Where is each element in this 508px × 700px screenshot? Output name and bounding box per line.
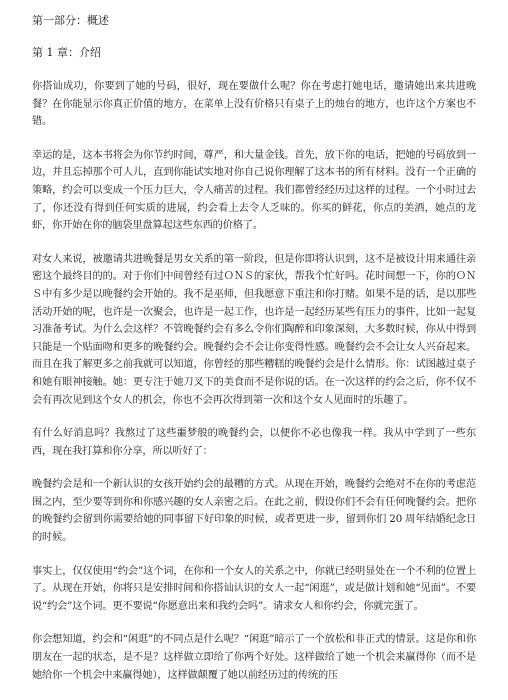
body-paragraph-5: 晚餐约会是和一个新认识的女孩开始约会的最糟的方式。从现在开始，晚餐约会绝对不在你的考虑范围之内，至少要等到你和你感兴趣的女人亲密之后。在此之前，假设你们不会有任何晚餐约会。把你的晚餐约会留到你需要给她的同事留下好印象的时候，或者更进一步，留到你们 20 周年结婚纪念日的时候。 <box>32 479 476 544</box>
body-paragraph-7: 你会想知道，约会和“闲逛”的不同点是什么呢？“闲逛”暗示了一个放松和非正式的情景。这是你和你朋友在一起的状态，是不是？这样做立即给了你两个好处。这样做给了她一个机会来赢得你（而不是她给你一个机会中来赢得她），这样做颠覆了她以前经历过的传统的压 <box>32 634 476 681</box>
body-paragraph-3: 对女人来说，被邀请共进晚餐是男女关系的第一阶段，但是你即将认识到，这不是被设计用来通往亲密这个最终目的的。对于你们中间曾经有过ＯＮＳ的家伙，帮我个忙好吗。花时间想一下，你的ＯＮＳ中有多少是以晚餐约会开始的。我不是巫师，但我愿意下重注和你打赌。如果不是的话，是以那些活动开始的呢，也许是一次聚会，也许是一起工作，也许是一起经历某些有压力的事件，比如一起复习准备考试。为什么会这样？不管晚餐约会有多么令你们陶醉和印象深刻，大多数时候，你从中得到只能是一个贴面吻和更多的晚餐约会。晚餐约会不会让你变得性感。晚餐约会不会让女人兴奋起来。而且在我了解更多之前我就可以知道，你曾经的那些糟糕的晚餐约会是什么情形。你：试图越过桌子和她有眼神接触。她：更专注于她刀叉下的美食而不是你说的话。在一次这样的约会之后，你不仅不会有再次见到这个女人的机会，你也不会再次得到第一次和这个女人见面时的乐趣了。 <box>32 253 476 406</box>
body-paragraph-4: 有什么好消息吗？我熬过了这些噩梦般的晚餐约会，以便你不必也像我一样。我从中学到了一些东西，现在我打算和你分享，所以听好了： <box>32 428 476 457</box>
document-page <box>32 14 476 700</box>
chapter-title: 第 1 章：介绍 <box>32 46 101 59</box>
part-title: 第一部分：概述 <box>32 14 109 27</box>
body-paragraph-1: 你搭讪成功，你要到了她的号码，很好，现在要做什么呢？你在考虑打她电话，邀请她出来共进晚餐？在你能显示你真正价值的地方，在菜单上没有价格只有桌子上的烛台的地方，也许这个方案也不错。 <box>32 81 476 128</box>
body-paragraph-6: 事实上，仅仅使用“约会”这个词，在你和一个女人的关系之中，你就已经明显处在一个不利的位置上了。从现在开始，你将只是安排时间和你搭讪认识的女人一起“闲逛”，或是做计划和她“见面”。不要说“约会”这个词。更不要说“你愿意出来和我约会吗”。请求女人和你约会，你就完蛋了。 <box>32 565 476 612</box>
body-paragraph-2: 幸运的是，这本书将会为你节约时间，尊严，和大量金钱。首先，放下你的电话，把她的号码放到一边，并且忘掉那个可人儿，直到你能试实地对你自己说你理解了这本书的所有材料。没有一个正确的策略，约会可以变成一个压力巨大，令人痛苦的过程。我们都曾经经历过这样的过程。一个小时过去了，你还没有得到任何实质的进展，约会看上去令人乏味的。你买的鲜花，你点的美酒，她点的龙虾，你开始在你的脑袋里盘算起这些东西的价格了。 <box>32 149 476 232</box>
